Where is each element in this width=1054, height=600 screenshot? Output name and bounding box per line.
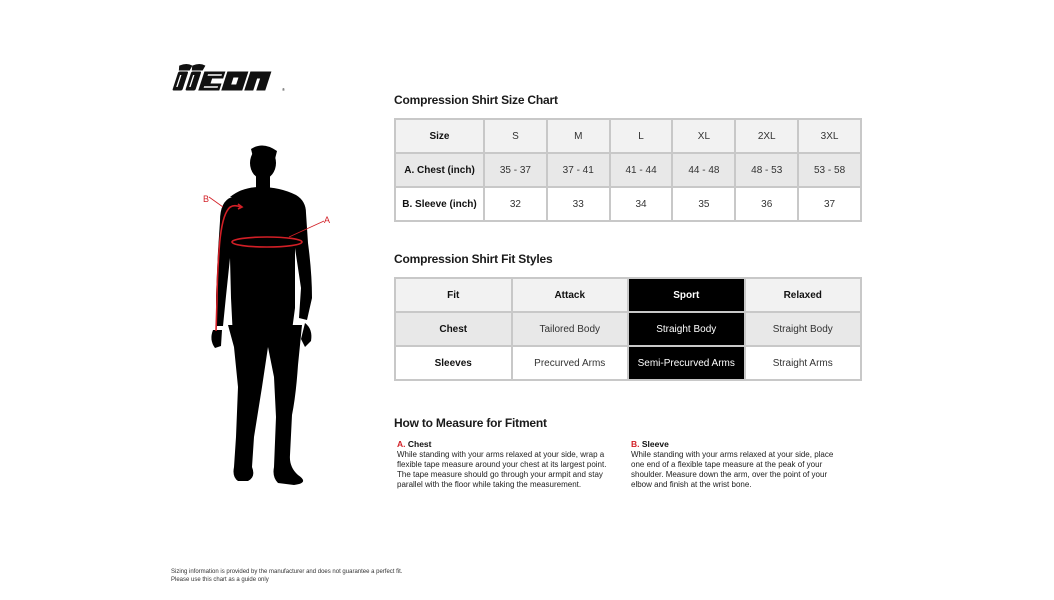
chest-row [395,153,861,187]
row-label: Sleeves [395,346,512,380]
table-cell: 37 - 41 [547,153,610,187]
registered-mark: ® [282,87,285,92]
size-header-cell: 2XL [735,119,798,153]
disclaimer-line-1: Sizing information is provided by the manufacturer and does not guarantee a perfect fit. [171,569,403,575]
how-to-measure-title: How to Measure for Fitment [394,416,547,430]
fit-header-row [395,278,861,312]
disclaimer [171,568,402,584]
disclaimer-line-2: Please use this chart as a guide only [171,577,269,583]
table-cell-highlighted: Straight Body [628,312,745,346]
table-cell: 48 - 53 [735,153,798,187]
size-header-row [395,119,861,153]
table-cell: 41 - 44 [610,153,673,187]
table-cell: 36 [735,187,798,221]
row-label: B. Sleeve (inch) [395,187,484,221]
table-cell: 32 [484,187,547,221]
sleeve-instructions [631,439,846,490]
size-header-cell: XL [672,119,735,153]
table-cell: 44 - 48 [672,153,735,187]
size-header-cell: L [610,119,673,153]
icon-brand-logo [170,62,292,94]
fit-header-cell: Fit [395,278,512,312]
fit-styles-title: Compression Shirt Fit Styles [394,252,553,266]
size-chart-table [394,118,862,222]
chest-label: Chest [407,439,432,449]
table-cell: 34 [610,187,673,221]
fit-header-cell: Relaxed [745,278,862,312]
figure-label-a: A [324,215,331,225]
sleeve-row [395,187,861,221]
size-chart-title: Compression Shirt Size Chart [394,93,558,107]
chest-instructions-heading [397,439,612,449]
table-cell: 53 - 58 [798,153,861,187]
table-cell-highlighted: Semi-Precurved Arms [628,346,745,380]
table-cell: Straight Body [745,312,862,346]
chest-letter: A. [397,439,406,449]
table-cell: 37 [798,187,861,221]
size-header-cell: 3XL [798,119,861,153]
fit-chest-row [395,312,861,346]
fit-sleeves-row [395,346,861,380]
sleeve-label: Sleeve [641,439,669,449]
row-label: A. Chest (inch) [395,153,484,187]
table-cell: 35 - 37 [484,153,547,187]
size-header-cell: Size [395,119,484,153]
chest-instructions-text: While standing with your arms relaxed at your side, wrap a flexible tape measure around your chest at its largest point. The tape measure should go through your armpit and stay parallel with the floor while taking the measurement. [397,450,607,489]
figure-label-b: B [203,194,210,204]
table-cell: Precurved Arms [512,346,629,380]
row-label: Chest [395,312,512,346]
size-header-cell: S [484,119,547,153]
fit-header-cell: Attack [512,278,629,312]
chest-instructions [397,439,612,490]
sleeve-instructions-heading [631,439,846,449]
table-cell: Tailored Body [512,312,629,346]
sleeve-letter: B. [631,439,640,449]
table-cell: Straight Arms [745,346,862,380]
size-header-cell: M [547,119,610,153]
table-cell: 35 [672,187,735,221]
body-silhouette-figure [195,145,340,495]
fit-styles-table [394,277,862,381]
fit-header-cell-highlighted: Sport [628,278,745,312]
sleeve-instructions-text: While standing with your arms relaxed at your side, place one end of a flexible tape measure at the peak of your shoulder. Measure down the arm, over the point of your elbow and finish at the wrist bone. [631,450,834,489]
table-cell: 33 [547,187,610,221]
